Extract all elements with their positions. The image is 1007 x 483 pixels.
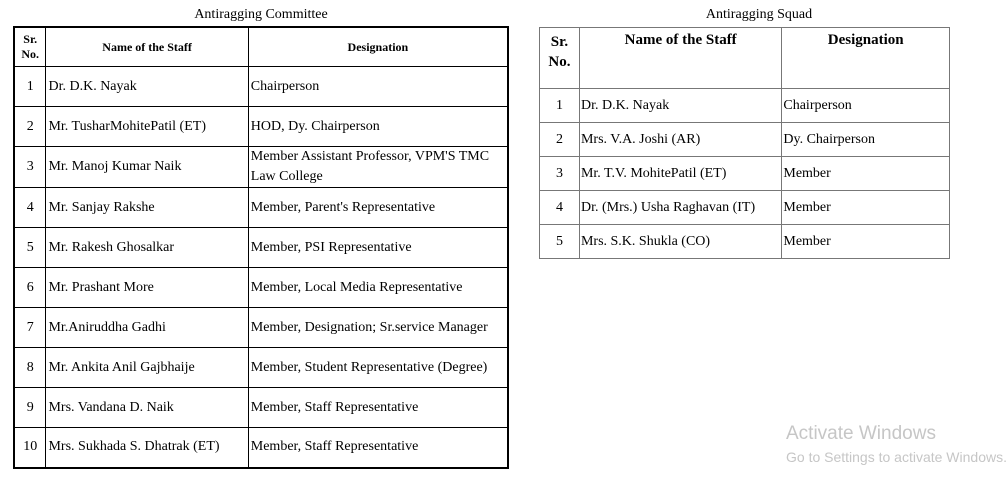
committee-cell-sr: 3 xyxy=(14,147,46,188)
squad-cell-sr: 5 xyxy=(540,225,580,259)
squad-cell-sr: 4 xyxy=(540,191,580,225)
squad-cell-name: Mrs. S.K. Shukla (CO) xyxy=(579,225,781,259)
committee-row xyxy=(14,308,508,348)
committee-header-row xyxy=(14,27,508,67)
watermark-title: Activate Windows xyxy=(786,423,936,444)
committee-cell-sr: 1 xyxy=(14,67,46,107)
committee-cell-sr: 8 xyxy=(14,348,46,388)
committee-cell-designation: Chairperson xyxy=(248,67,508,107)
committee-row xyxy=(14,107,508,147)
committee-row xyxy=(14,388,508,428)
committee-cell-sr: 6 xyxy=(14,268,46,308)
committee-cell-sr: 7 xyxy=(14,308,46,348)
squad-cell-designation: Chairperson xyxy=(782,89,950,123)
committee-cell-designation: Member, Staff Representative xyxy=(248,388,508,428)
committee-cell-name: Mr. Rakesh Ghosalkar xyxy=(46,228,248,268)
committee-cell-name: Dr. D.K. Nayak xyxy=(46,67,248,107)
committee-cell-sr: 9 xyxy=(14,388,46,428)
squad-row xyxy=(540,89,950,123)
squad-header-designation: Designation xyxy=(782,28,950,89)
committee-cell-designation: Member, Staff Representative xyxy=(248,428,508,468)
committee-cell-designation: HOD, Dy. Chairperson xyxy=(248,107,508,147)
squad-header-sr: Sr. No. xyxy=(540,28,580,89)
committee-cell-name: Mrs. Vandana D. Naik xyxy=(46,388,248,428)
squad-cell-name: Dr. D.K. Nayak xyxy=(579,89,781,123)
committee-cell-designation: Member, PSI Representative xyxy=(248,228,508,268)
squad-cell-sr: 3 xyxy=(540,157,580,191)
squad-cell-sr: 1 xyxy=(540,89,580,123)
squad-cell-designation: Member xyxy=(782,157,950,191)
squad-header-row xyxy=(540,28,950,89)
squad-header-name: Name of the Staff xyxy=(579,28,781,89)
committee-table xyxy=(13,26,509,469)
squad-cell-designation: Member xyxy=(782,225,950,259)
committee-cell-name: Mrs. Sukhada S. Dhatrak (ET) xyxy=(46,428,248,468)
committee-cell-name: Mr. TusharMohitePatil (ET) xyxy=(46,107,248,147)
committee-row xyxy=(14,67,508,107)
committee-row xyxy=(14,268,508,308)
watermark-subtitle: Go to Settings to activate Windows. xyxy=(786,449,1007,465)
committee-cell-name: Mr. Manoj Kumar Naik xyxy=(46,147,248,188)
committee-header-name: Name of the Staff xyxy=(46,27,248,67)
committee-caption: Antiragging Committee xyxy=(194,7,328,22)
squad-cell-name: Mr. T.V. MohitePatil (ET) xyxy=(579,157,781,191)
squad-row xyxy=(540,225,950,259)
committee-cell-name: Mr. Ankita Anil Gajbhaije xyxy=(46,348,248,388)
committee-header-sr: Sr. No. xyxy=(14,27,46,67)
squad-cell-designation: Dy. Chairperson xyxy=(782,123,950,157)
squad-row xyxy=(540,123,950,157)
committee-cell-name: Mr. Prashant More xyxy=(46,268,248,308)
squad-cell-sr: 2 xyxy=(540,123,580,157)
committee-cell-name: Mr. Sanjay Rakshe xyxy=(46,188,248,228)
committee-cell-designation: Member, Local Media Representative xyxy=(248,268,508,308)
committee-row xyxy=(14,188,508,228)
committee-cell-designation: Member, Designation; Sr.service Manager xyxy=(248,308,508,348)
committee-cell-sr: 5 xyxy=(14,228,46,268)
squad-caption: Antiragging Squad xyxy=(705,7,813,22)
activate-windows-watermark xyxy=(786,423,1007,465)
committee-row xyxy=(14,228,508,268)
squad-cell-name: Dr. (Mrs.) Usha Raghavan (IT) xyxy=(579,191,781,225)
committee-cell-designation: Member, Student Representative (Degree) xyxy=(248,348,508,388)
committee-row xyxy=(14,348,508,388)
committee-cell-designation: Member, Parent's Representative xyxy=(248,188,508,228)
squad-row xyxy=(540,157,950,191)
committee-header-designation: Designation xyxy=(248,27,508,67)
squad-cell-name: Mrs. V.A. Joshi (AR) xyxy=(579,123,781,157)
committee-cell-sr: 4 xyxy=(14,188,46,228)
squad-cell-designation: Member xyxy=(782,191,950,225)
committee-cell-name: Mr.Aniruddha Gadhi xyxy=(46,308,248,348)
committee-cell-sr: 2 xyxy=(14,107,46,147)
committee-cell-designation: Member Assistant Professor, VPM'S TMC Law College xyxy=(248,147,508,188)
committee-cell-sr: 10 xyxy=(14,428,46,468)
committee-row xyxy=(14,428,508,468)
squad-row xyxy=(540,191,950,225)
committee-row xyxy=(14,147,508,188)
squad-table xyxy=(539,27,950,259)
